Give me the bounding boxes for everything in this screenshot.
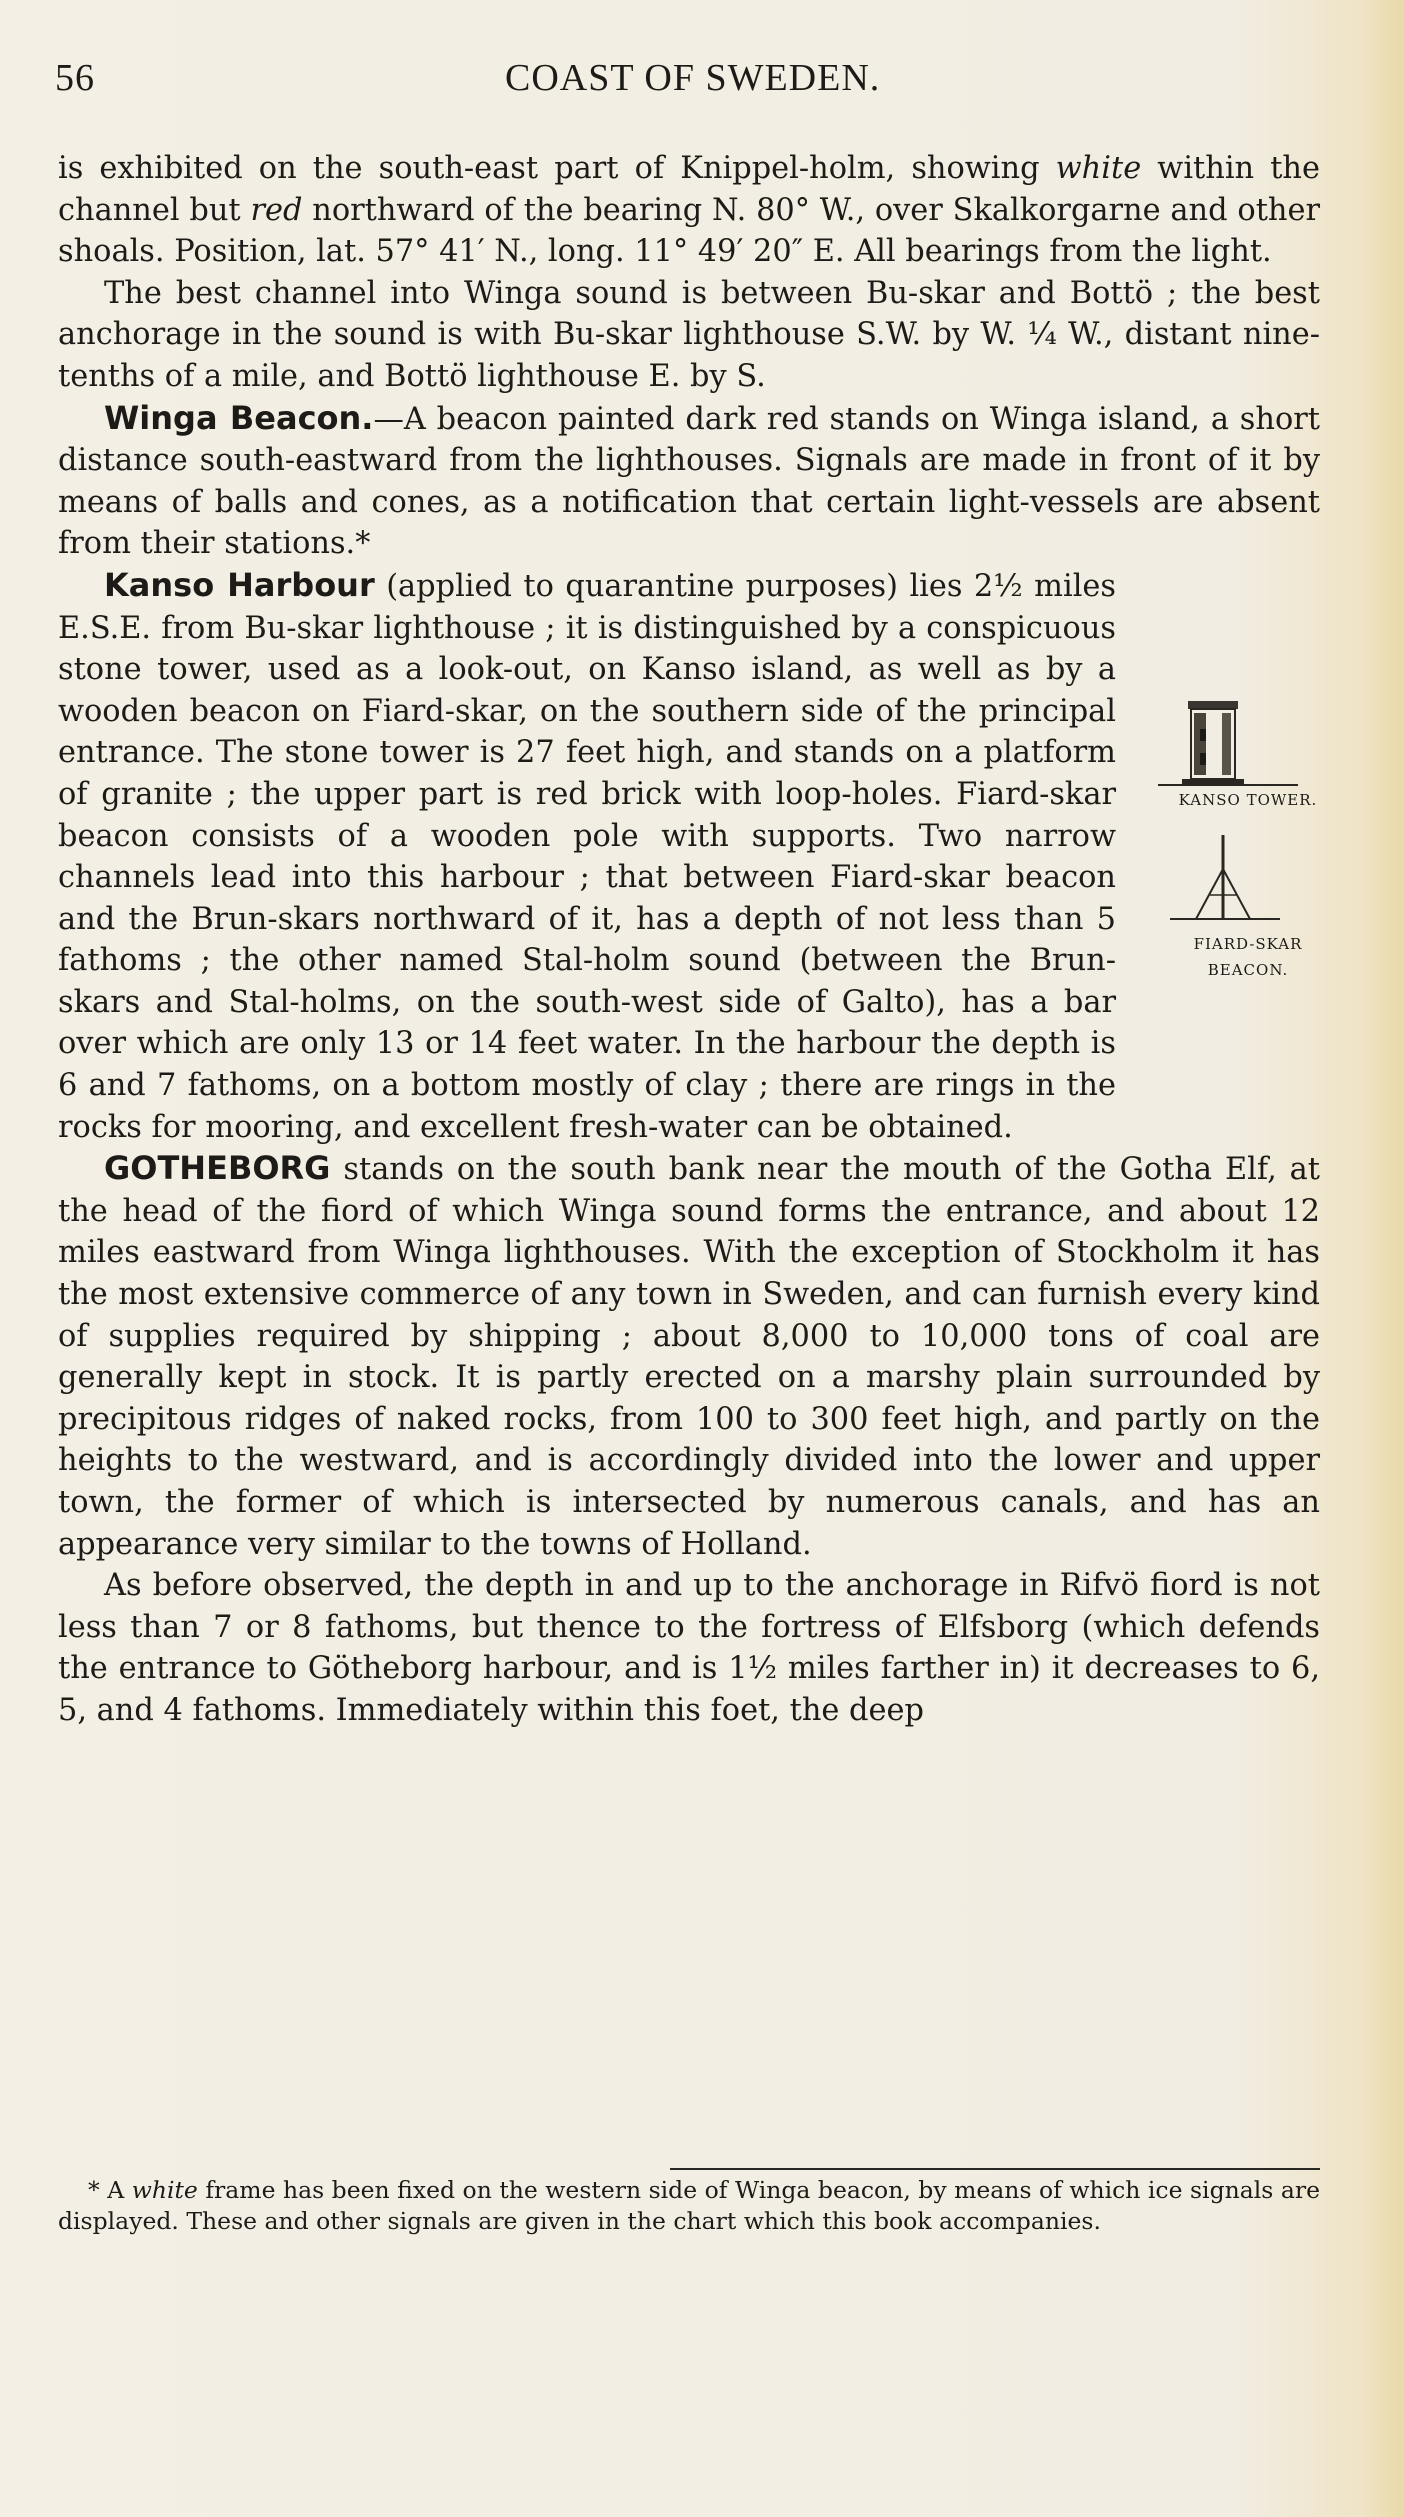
body-text xyxy=(58,148,1320,1732)
paragraph-light-description: is exhibited on the south-east part of Knippel-holm, showing white within the channel but red northward of the bearing N. 80° W., over Skalkorgarne and other shoals. Position, lat. 57° 41′ N., long. 11° 49′ 20″ E. All bearings from the light. xyxy=(58,151,1320,270)
figure-column xyxy=(1130,671,1320,1091)
running-title: COAST OF SWEDEN. xyxy=(505,57,881,99)
heading-kanso-harbour: Kanso Harbour xyxy=(104,565,375,604)
page-header xyxy=(55,56,1325,99)
paragraph-kanso-harbour: KANSO TOWER. FIARD-SKAR BEACON. Kanso Harbour (applied to quarantine purposes) lies 2½ miles E.S.E. from Bu-skar lighthouse ; it is distinguished by a conspicuous stone tower, used as a look-out, on Kanso island, as well as by a wooden beacon on Fiard-skar, on the southern side of the principal entrance. The stone tower is 27 feet high, and stands on a platform of granite ; the upper part is red brick with loop-holes. Fiard-skar beacon consists of a wooden pole with supports. Two narrow channels lead into this harbour ; that between Fiard-skar beacon and the Brun-skars northward of it, has a depth of not less than 5 fathoms ; the other named Stal-holm sound (between the Brun-skars and Stal-holms, on the south-west side of Galto), has a bar over which are only 13 or 14 feet water. In the harbour the depth is 6 and 7 fathoms, on a bottom mostly of clay ; there are rings in the rocks for mooring, and excellent fresh-water can be obtained. xyxy=(58,565,1320,1148)
paragraph-gotheborg: GOTHEBORG stands on the south bank near the mouth of the Gotha Elf, at the head of the fiord of which Winga sound forms the entrance, and about 12 miles eastward from Winga lighthouses. With the exception of Stockholm it has the most extensive commerce of any town in Sweden, and can furnish every kind of supplies required by shipping ; about 8,000 to 10,000 tons of coal are generally kept in stock. It is partly erected on a marshy plain surrounded by precipitous ridges of naked rocks, from 100 to 300 feet high, and partly on the heights to the westward, and is accordingly divided into the lower and upper town, the former of which is intersected by numerous canals, and has an appearance very similar to the towns of Holland. xyxy=(58,1149,1320,1562)
heading-gotheborg: GOTHEBORG xyxy=(104,1149,331,1188)
page-number: 56 xyxy=(55,57,95,99)
footnote-rule xyxy=(670,2168,1320,2170)
fiard-skar-beacon-illustration xyxy=(1130,821,1320,931)
paragraph-winga-sound: The best channel into Winga sound is between Bu-skar and Bottö ; the best anchorage in the sound is with Bu-skar lighthouse S.W. by W. ¼ W., distant nine-tenths of a mile, and Bottö lighthouse E. by S. xyxy=(58,275,1320,394)
paragraph-winga-beacon: Winga Beacon.—A beacon painted dark red stands on Winga island, a short distance south-eastward from the lighthouses. Signals are made in front of it by means of balls and cones, as a notification that certain light-vessels are absent from their stations.* xyxy=(58,398,1320,562)
fiard-skar-caption-line2: BEACON. xyxy=(1207,960,1289,979)
fiard-skar-caption-line1: FIARD-SKAR xyxy=(1193,934,1303,953)
kanso-tower-caption: KANSO TOWER. xyxy=(1178,790,1318,809)
footnote-text: * A white frame has been fixed on the western side of Winga beacon, by means of which ice signals are displayed. These and other signals are given in the chart which this book accompanies. xyxy=(58,2176,1320,2235)
footnote xyxy=(58,2175,1320,2237)
heading-winga-beacon: Winga Beacon. xyxy=(104,398,374,437)
paragraph-rifvo-fiord: As before observed, the depth in and up to the anchorage in Rifvö fiord is not less than 7 or 8 fathoms, but thence to the fortress of Elfsborg (which defends the entrance to Götheborg harbour, and is 1½ miles farther in) it decreases to 6, 5, and 4 fathoms. Immediately within this foet, the deep xyxy=(58,1568,1320,1728)
